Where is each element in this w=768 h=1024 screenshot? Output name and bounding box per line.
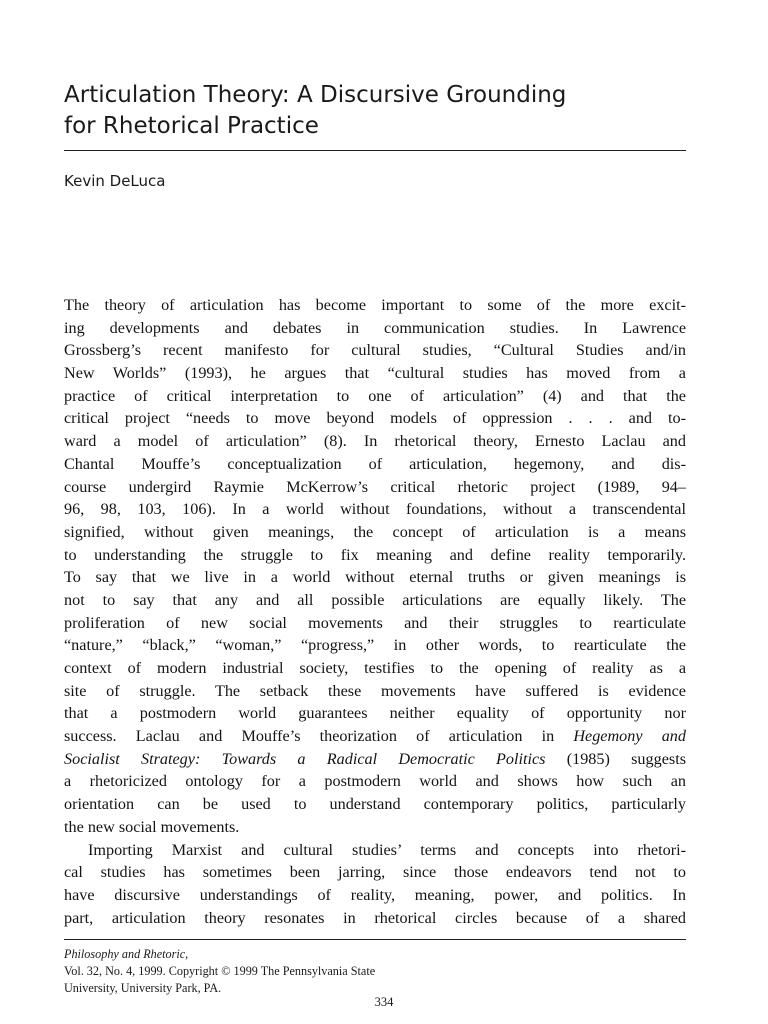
page-number: 334: [374, 995, 394, 1009]
body-line: critical project “needs to move beyond models of oppression . . . and to-: [64, 409, 686, 428]
footnote-text: Vol. 32, No. 4, 1999. Copyright © 1999 The Pennsylvania State: [64, 964, 376, 978]
body-line: practice of critical interpretation to one of articulation” (4) and that the: [64, 386, 686, 405]
body-line: ward a model of articulation” (8). In rhetorical theory, Ernesto Laclau and: [64, 432, 686, 451]
journal-name: Philosophy and Rhetoric,: [64, 947, 189, 961]
article-body: [64, 294, 686, 929]
body-line: part, articulation theory resonates in rhetorical circles because of a shared: [64, 908, 686, 927]
title-line-1: Articulation Theory: A Discursive Grounding: [64, 82, 567, 108]
body-line: ing developments and debates in communication studies. In Lawrence: [64, 318, 686, 337]
author-name: Kevin DeLuca: [64, 172, 166, 190]
body-line: signified, without given meanings, the concept of articulation is a means: [64, 522, 686, 541]
title-rule: [64, 150, 686, 151]
body-line: course undergird Raymie McKerrow’s critical rhetoric project (1989, 94–: [64, 477, 686, 496]
body-line: proliferation of new social movements and their struggles to rearticulate: [64, 613, 686, 632]
book-title-italic: Socialist Strategy: Towards a Radical Democratic Politics: [64, 749, 546, 768]
body-line: Grossberg’s recent manifesto for cultural studies, “Cultural Studies and/in: [64, 341, 686, 360]
body-line: that a postmodern world guarantees neither equality of opportunity nor: [64, 704, 686, 723]
paragraph-2: [64, 839, 686, 930]
footnote-line-2: University, University Park, PA.: [64, 981, 222, 995]
paragraph-1: [64, 294, 686, 839]
footnote-rule: [64, 939, 686, 940]
body-line: a rhetoricized ontology for a postmodern world and shows how such an: [64, 772, 686, 791]
body-line: Importing Marxist and cultural studies’ terms and concepts into rhetori-: [88, 840, 686, 859]
body-line: 96, 98, 103, 106). In a world without foundations, without a transcendental: [64, 500, 686, 519]
body-line: site of struggle. The setback these movements have suffered is evidence: [64, 681, 686, 700]
body-text: (1985) suggests: [545, 749, 686, 768]
body-text: success. Laclau and Mouffe’s theorization of articulation in: [64, 727, 574, 746]
book-title-italic: Hegemony and: [573, 727, 686, 746]
body-line: context of modern industrial society, testifies to the opening of reality as a: [64, 659, 686, 677]
body-line: have discursive understandings of reality, meaning, power, and politics. In: [64, 885, 686, 904]
footnote-line-1: [64, 946, 686, 980]
body-line: to understanding the struggle to fix meaning and define reality temporarily.: [64, 545, 686, 564]
body-line: not to say that any and all possible articulations are equally likely. The: [64, 590, 686, 609]
publication-footnote: [64, 946, 686, 997]
body-line: [64, 748, 686, 771]
body-line: [64, 725, 686, 748]
body-line: cal studies has sometimes been jarring, since those endeavors tend not to: [64, 863, 686, 882]
article-title: [64, 80, 704, 142]
body-line: The theory of articulation has become important to some of the more excit-: [64, 296, 686, 314]
body-line: the new social movements.: [64, 817, 240, 836]
body-line: “nature,” “black,” “woman,” “progress,” in other words, to rearticulate the: [64, 636, 686, 655]
body-line: orientation can be used to understand contemporary politics, particularly: [64, 795, 686, 814]
body-line: Chantal Mouffe’s conceptualization of articulation, hegemony, and dis-: [64, 454, 686, 473]
body-line: New Worlds” (1993), he argues that “cultural studies has moved from a: [64, 364, 686, 383]
body-line: To say that we live in a world without eternal truths or given meanings is: [64, 568, 686, 587]
title-line-2: for Rhetorical Practice: [64, 113, 319, 139]
